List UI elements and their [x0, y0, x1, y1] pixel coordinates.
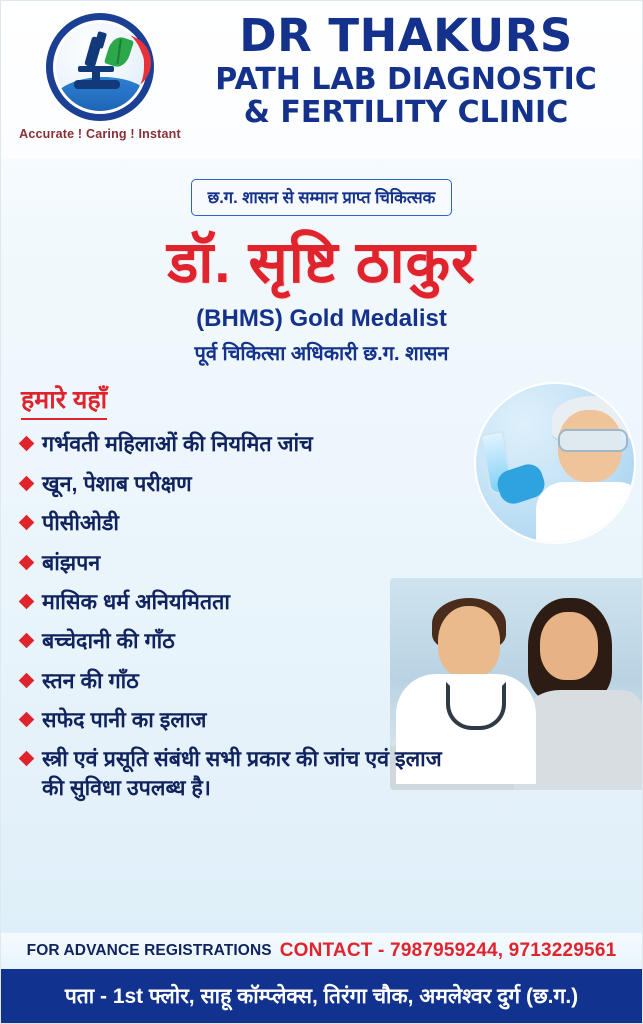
service-label: स्त्री एवं प्रसूति संबंधी सभी प्रकार की जांच एवं इलाज की सुविधा उपलब्ध है।: [42, 747, 442, 800]
doctor-name: डॉ. सृष्टि ठाकुर: [167, 230, 476, 295]
honor-badge: छ.ग. शासन से सम्मान प्राप्त चिकित्सक: [191, 179, 453, 216]
bullet-diamond-icon: [19, 712, 35, 728]
bullet-diamond-icon: [19, 515, 35, 531]
poster-header: [1, 1, 642, 159]
bullet-diamond-icon: [19, 751, 35, 767]
address-bar: [1, 969, 642, 1023]
list-item: [21, 706, 628, 734]
honor-badge-wrap: [1, 179, 642, 216]
services-section: [1, 382, 642, 802]
contact-bar: [1, 933, 642, 969]
bullet-diamond-icon: [19, 672, 35, 688]
services-list: [15, 430, 628, 802]
list-item: [21, 745, 628, 802]
clinic-title-block: [176, 9, 636, 131]
service-label: स्तन की गाँठ: [42, 668, 139, 693]
contact-label: FOR ADVANCE REGISTRATIONS: [26, 942, 272, 959]
bullet-diamond-icon: [19, 476, 35, 492]
service-label: सफेद पानी का इलाज: [42, 708, 207, 733]
list-item: [21, 509, 628, 537]
doctor-degree: (BHMS) Gold Medalist: [196, 305, 447, 333]
service-label: गर्भवती महिलाओं की नियमित जांच: [42, 432, 313, 457]
logo-inner: [56, 23, 144, 111]
bullet-diamond-icon: [19, 436, 35, 452]
logo-emblem: [46, 13, 154, 121]
bullet-diamond-icon: [19, 594, 35, 610]
list-item: [21, 549, 628, 577]
address-text: पता - 1st फ्लोर, साहू कॉम्प्लेक्स, तिरंगा चौक, अमलेश्वर दुर्ग (छ.ग.): [64, 985, 579, 1008]
list-item: [21, 470, 628, 498]
service-label: बच्चेदानी की गाँठ: [42, 629, 175, 654]
contact-number[interactable]: CONTACT - 7987959244, 9713229561: [279, 940, 617, 961]
bullet-diamond-icon: [19, 554, 35, 570]
clinic-name-line3: & FERTILITY CLINIC: [243, 95, 569, 131]
services-heading: हमारे यहाँ: [21, 382, 107, 420]
doctor-previous-post: पूर्व चिकित्सा अधिकारी छ.ग. शासन: [194, 343, 449, 366]
service-label: पीसीओडी: [42, 511, 119, 536]
bullet-diamond-icon: [19, 633, 35, 649]
service-label: खून, पेशाब परीक्षण: [42, 471, 192, 496]
service-label: बांझपन: [42, 550, 101, 575]
clinic-tagline: Accurate ! Caring ! Instant: [19, 127, 181, 141]
list-item: [21, 667, 628, 695]
clinic-name-line2: PATH LAB DIAGNOSTIC: [215, 61, 597, 97]
service-label: मासिक धर्म अनियमितता: [42, 589, 230, 614]
list-item: [21, 627, 628, 655]
list-item: [21, 588, 628, 616]
list-item: [21, 430, 628, 458]
clinic-logo: [15, 13, 185, 141]
clinic-name-line1: DR THAKURS: [239, 9, 573, 62]
